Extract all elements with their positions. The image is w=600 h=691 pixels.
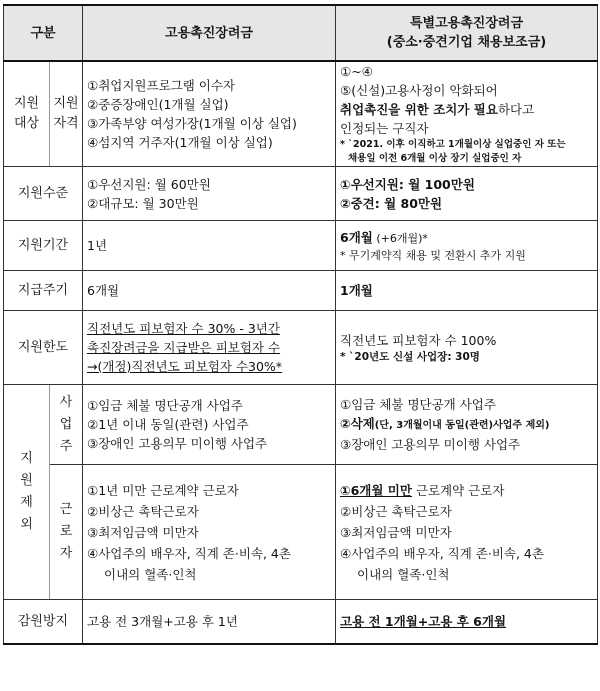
- list-item: ⑤(신설)고용사정이 악화되어: [340, 83, 498, 98]
- target-left: [83, 61, 336, 167]
- row-layoff-prevention: [4, 600, 598, 644]
- row-payment-cycle: [4, 271, 598, 311]
- row-support-target: [4, 61, 598, 167]
- header-special-subtitle: (중소·중견기업 채용보조금): [386, 35, 547, 50]
- list-item: ①~④: [340, 64, 373, 79]
- list-item: ④사업주의 배우자, 직계 존·비속, 4촌: [87, 545, 291, 561]
- header-category: 구분: [4, 5, 83, 61]
- label-support-period: 지원기간: [4, 221, 83, 271]
- prevention-left: 고용 전 3개월+고용 후 1년: [83, 600, 336, 644]
- list-item: ②삭제(단, 3개월이내 동일(관련)사업주 제외): [340, 416, 550, 431]
- list-item: ②비상근 촉탁근로자: [87, 503, 199, 519]
- period-left: 1년: [83, 221, 336, 271]
- row-support-period: [4, 221, 598, 271]
- worker-left: [83, 465, 336, 600]
- list-item: ③최저임금액 미만자: [87, 524, 199, 540]
- limit-left: [83, 311, 336, 385]
- header-special-title: 특별고용촉진장려금: [409, 16, 524, 31]
- label-layoff-prevention: 감원방지: [4, 600, 83, 644]
- list-item: ②1년 이내 동일(관련) 사업주: [87, 417, 249, 432]
- level-left: [83, 167, 336, 221]
- list-item: ①6개월 미만 근로계약 근로자: [340, 482, 505, 498]
- list-item: ④사업주의 배우자, 직계 존·비속, 4촌: [340, 545, 544, 561]
- list-item: 이내의 혈족·인척: [357, 566, 450, 582]
- list-item: ③가족부양 여성가장(1개월 이상 실업): [87, 116, 297, 131]
- header-employment-promotion: 고용촉진장려금: [83, 5, 336, 61]
- list-item: 직전년도 피보험자 수 100%: [340, 333, 497, 348]
- list-item: 촉진장려금을 지급받은 피보험자 수: [87, 340, 281, 355]
- footnote: * 무기계약직 채용 및 전환시 추가 지원: [340, 248, 526, 262]
- list-item: ①우선지원: 월 100만원: [340, 176, 475, 192]
- list-item: ①취업지원프로그램 이수자: [87, 78, 236, 93]
- list-item: ②중견: 월 80만원: [340, 195, 443, 211]
- header-row: [4, 5, 598, 61]
- footnote: * `20년도 신설 사업장: 30명: [340, 351, 480, 363]
- prevention-right: 고용 전 1개월+고용 후 6개월: [336, 600, 598, 644]
- row-exclude-worker: [4, 465, 598, 600]
- header-special-employment-promotion: [336, 5, 598, 61]
- list-item: ④섬지역 거주자(1개월 이상 실업): [87, 135, 273, 150]
- label-payment-cycle: 지급주기: [4, 271, 83, 311]
- list-item: 직전년도 피보험자 수 30% - 3년간: [87, 321, 280, 336]
- period-right: 6개월 (+6개월)* * 무기계약직 채용 및 전환시 추가 지원: [336, 221, 598, 271]
- list-item: ①임금 체불 명단공개 사업주: [340, 397, 496, 412]
- comparison-table: [3, 4, 598, 645]
- list-item: ③최저임금액 미만자: [340, 524, 452, 540]
- cycle-left: 6개월: [83, 271, 336, 311]
- list-item: 이내의 혈족·인척: [104, 566, 197, 582]
- label-support-target: 지원 대상: [4, 61, 50, 167]
- label-support-level: 지원수준: [4, 167, 83, 221]
- row-support-level: [4, 167, 598, 221]
- level-right: [336, 167, 598, 221]
- footnote: * `2021. 이후 이직하고 1개월이상 실업중인 자 또는: [340, 139, 566, 150]
- list-item: ②비상근 촉탁근로자: [340, 503, 452, 519]
- list-item: ③장애인 고용의무 미이행 사업주: [340, 437, 521, 452]
- label-eligibility: 지원 자격: [50, 61, 83, 167]
- list-item: ③장애인 고용의무 미이행 사업주: [87, 436, 268, 451]
- label-support-limit: 지원한도: [4, 311, 83, 385]
- list-item: ②중증장애인(1개월 실업): [87, 97, 229, 112]
- comparison-table-wrapper: [3, 4, 597, 645]
- target-right: [336, 61, 598, 167]
- label-exclusion: 지 원 제 외: [4, 385, 50, 600]
- employer-right: [336, 385, 598, 465]
- cycle-right: 1개월: [336, 271, 598, 311]
- label-worker: 근 로 자: [50, 465, 83, 600]
- list-item: 인정되는 구직자: [340, 121, 429, 136]
- row-exclude-employer: [4, 385, 598, 465]
- worker-right: [336, 465, 598, 600]
- footnote: 채용일 이전 6개월 이상 장기 실업중인 자: [348, 153, 522, 164]
- list-item: 취업촉진을 위한 조치가 필요하다고: [340, 102, 535, 117]
- label-employer: 사 업 주: [50, 385, 83, 465]
- list-item: →(개정)직전년도 피보험자 수30%*: [87, 359, 283, 374]
- list-item: ①1년 미만 근로계약 근로자: [87, 482, 239, 498]
- list-item: ①임금 체불 명단공개 사업주: [87, 398, 243, 413]
- limit-right: [336, 311, 598, 385]
- list-item: ②대규모: 월 30만원: [87, 195, 199, 211]
- list-item: ①우선지원: 월 60만원: [87, 176, 211, 192]
- row-support-limit: [4, 311, 598, 385]
- employer-left: [83, 385, 336, 465]
